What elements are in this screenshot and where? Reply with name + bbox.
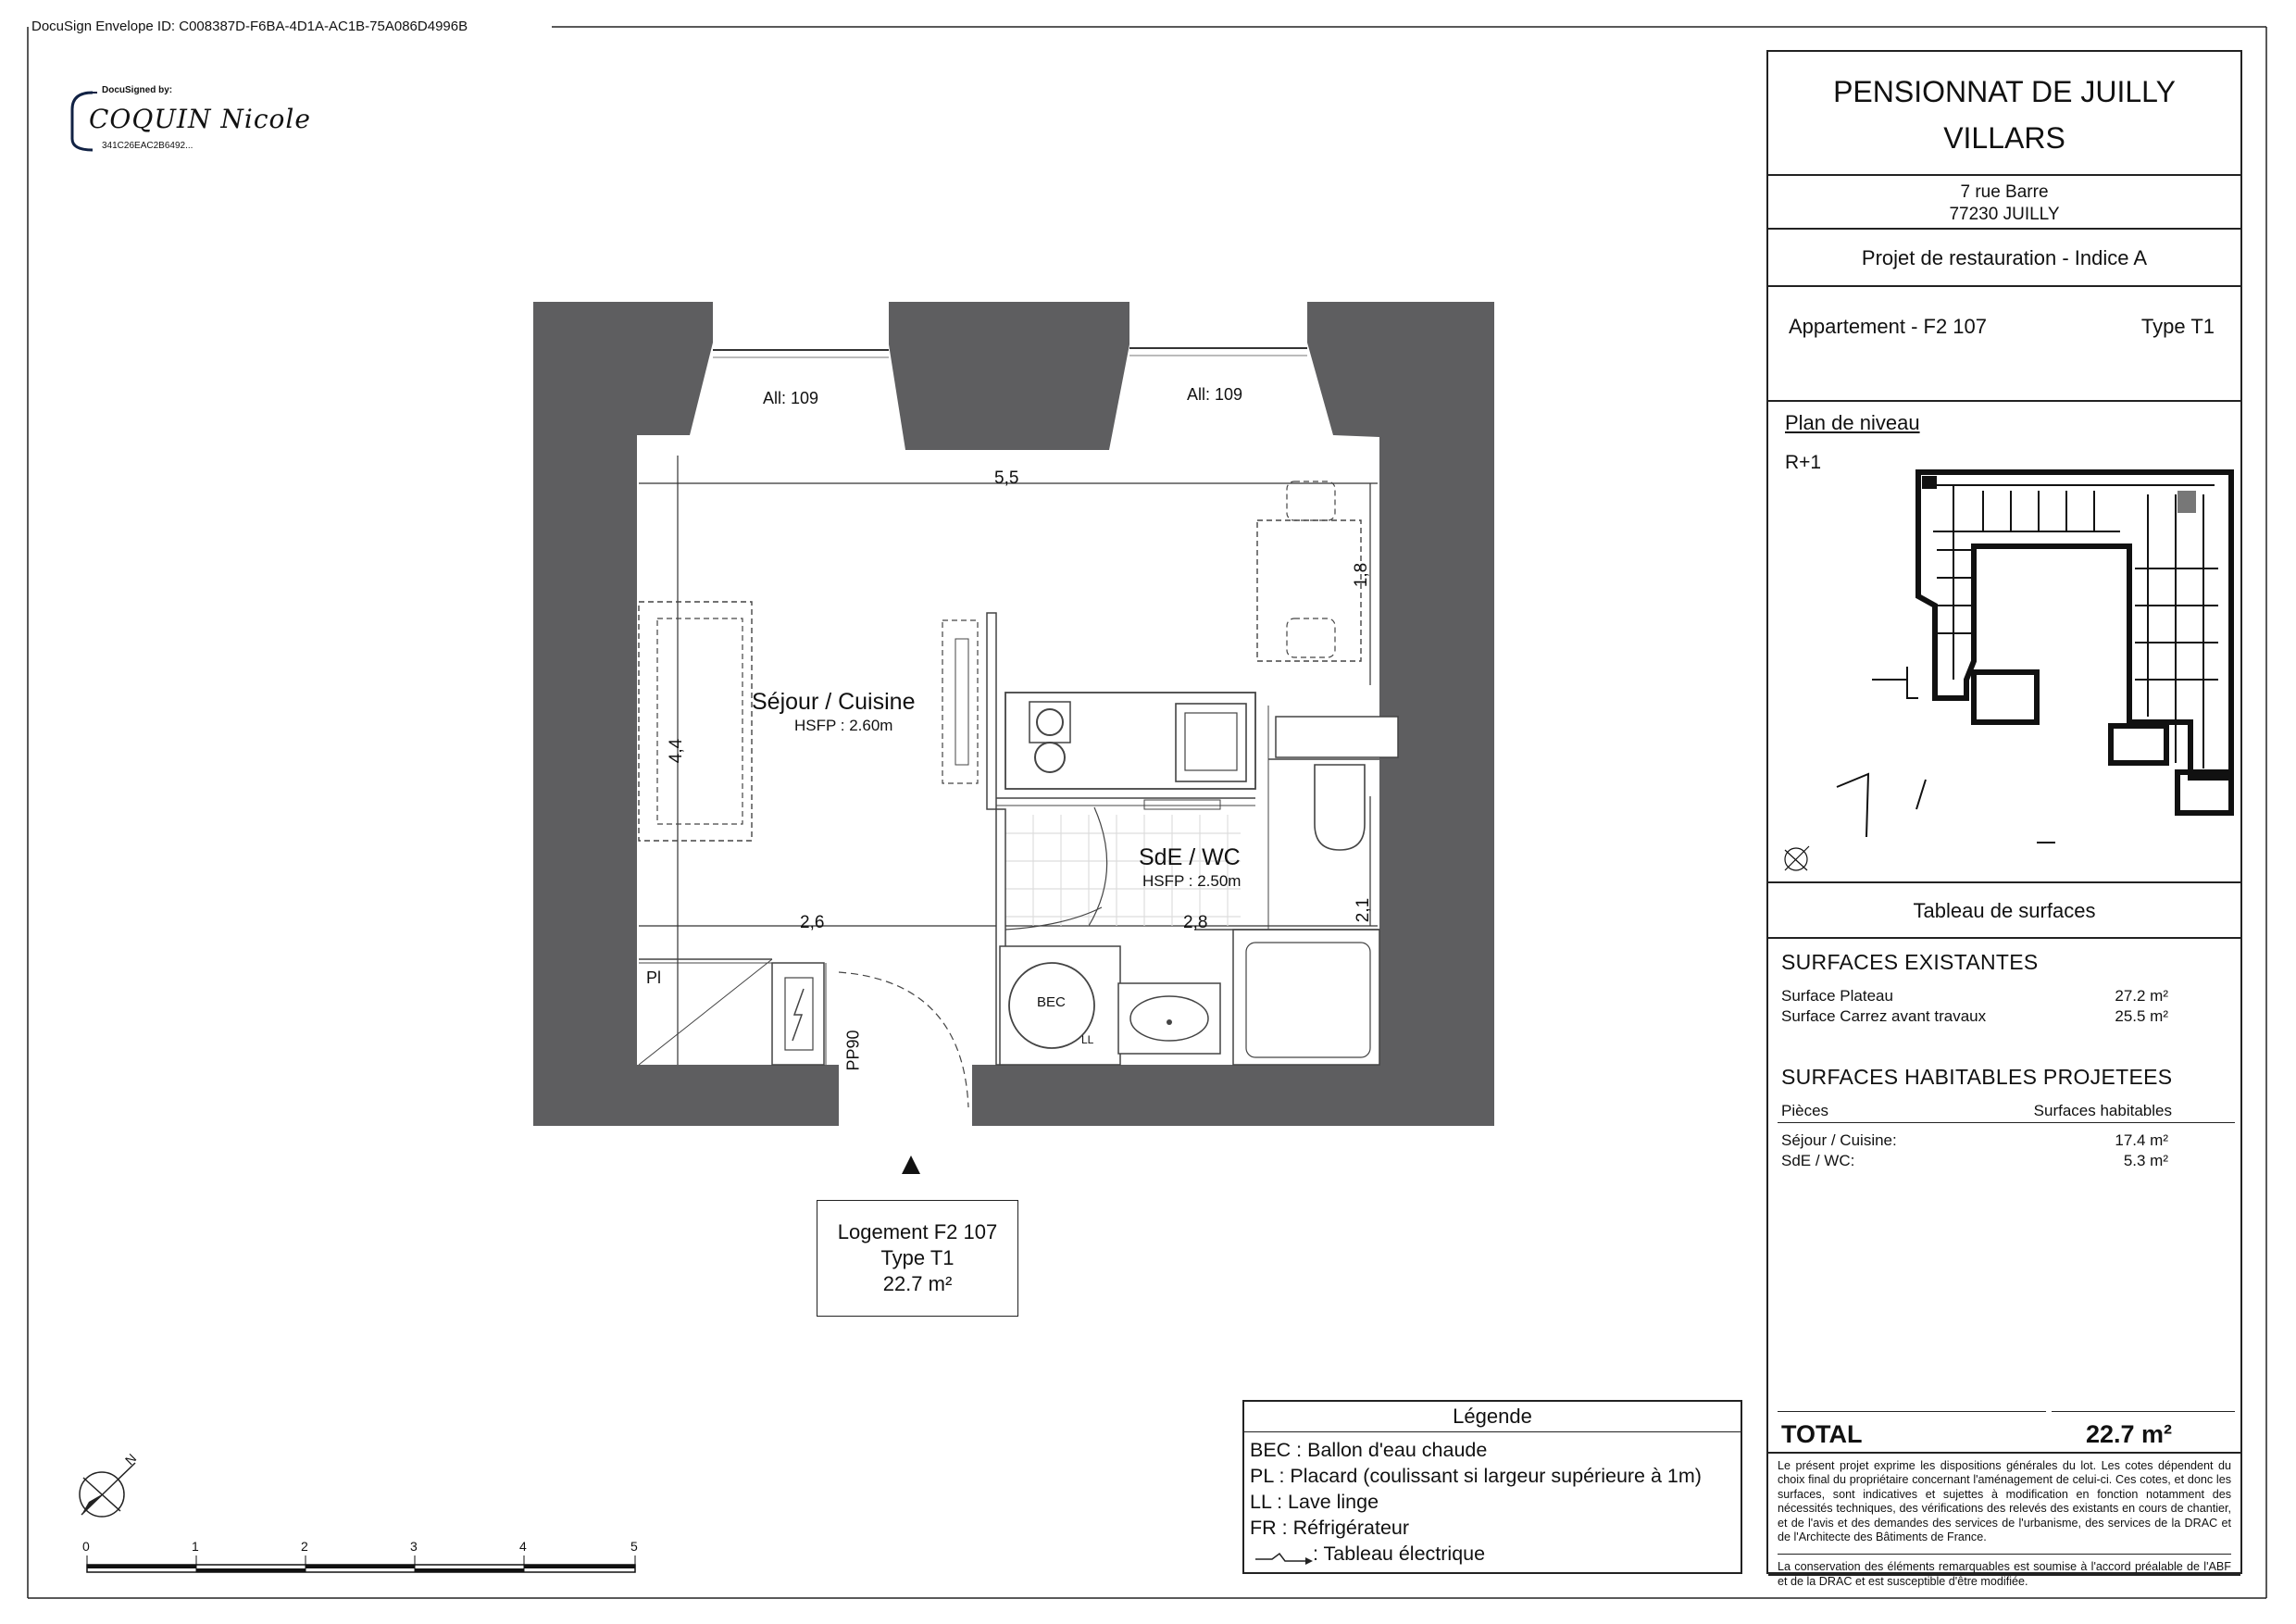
legend-box [1242, 1400, 1742, 1574]
logement-line3: 22.7 m² [882, 1272, 953, 1295]
dim-sde: 2,1 [1354, 897, 1374, 923]
scale-label-2: 2 [301, 1539, 308, 1554]
room-name-sde: SdE / WC [1139, 844, 1241, 870]
dim-width: 5,5 [994, 468, 1019, 488]
projected-label-1: Séjour / Cuisine: [1781, 1131, 1897, 1149]
existing-value-2: 25.5 m² [2115, 1007, 2168, 1025]
dim-table: 1,8 [1352, 562, 1372, 588]
note-disclaimer: Le présent projet exprime les dispositions générales du lot. Les cotes dépendent du choix final du propriétaire concernant l'aménagement de celui-ci. Ces cotes, et donc les surfaces, sont indicatives et sujettes à modification en fonction notamment des nécessités techniques, des vérifications des relevés des existants en cours de chantier, et de l'avis et des demandes des services de l'urbanisme, des services de la DRAC et de l'Architecte des Bâtiments de France. [1778, 1459, 2231, 1544]
tableau-heading: Tableau de surfaces [1768, 883, 2240, 939]
total-label: TOTAL [1781, 1420, 1863, 1448]
dim-left: 2,6 [800, 913, 825, 932]
address [1768, 176, 2240, 230]
address-line2: 77230 JUILLY [1949, 205, 2060, 224]
door-label: PP90 [843, 1030, 863, 1071]
apartment-row [1768, 287, 2240, 402]
note-conservation: La conservation des éléments remarquables est soumise à l'accord préalable de l'ABF et de la DRAC et est susceptible d'être modifiée. [1778, 1554, 2231, 1589]
existing-value-1: 27.2 m² [2115, 987, 2168, 1005]
legend-item-fr: FR : Réfrigérateur [1250, 1517, 1410, 1539]
legend-item-bec: BEC : Ballon d'eau chaude [1250, 1439, 1488, 1461]
existing-label-1: Surface Plateau [1781, 987, 1893, 1005]
dim-height: 4,4 [667, 738, 687, 764]
scale-label-3: 3 [410, 1539, 418, 1554]
projected-value-2: 5.3 m² [2123, 1152, 2168, 1169]
total-rule-left [1778, 1411, 2046, 1412]
signature-caption: DocuSigned by: [102, 85, 173, 95]
scale-label-0: 0 [82, 1539, 90, 1554]
legend-title: Légende [1244, 1402, 1741, 1432]
projected-label-2: SdE / WC: [1781, 1152, 1855, 1169]
legend-item-tableau: : Tableau électrique [1313, 1543, 1486, 1565]
existing-title: SURFACES EXISTANTES [1781, 950, 2039, 974]
address-line1: 7 rue Barre [1960, 182, 2049, 202]
plan-label: Plan de niveau [1785, 411, 1920, 434]
scale-label-4: 4 [519, 1539, 527, 1554]
room-name-sejour: Séjour / Cuisine [752, 689, 916, 715]
header-divider [1778, 1122, 2235, 1123]
room-hsfp-sejour: HSFP : 2.60m [794, 717, 893, 734]
title-line2: VILLARS [1943, 121, 2065, 155]
logement-line1: Logement F2 107 [837, 1220, 998, 1243]
electric-panel-icon [1254, 1546, 1315, 1568]
plan-de-niveau [1768, 402, 2240, 883]
apartment-label: Appartement - F2 107 [1789, 315, 1988, 338]
envelope-id: DocuSign Envelope ID: C008387D-F6BA-4D1A-AC1B-75A086D4996B [31, 19, 468, 34]
compass-north-label: N [121, 1450, 140, 1468]
signature-name: COQUIN Nicole [89, 104, 311, 134]
existing-label-2: Surface Carrez avant travaux [1781, 1007, 1987, 1025]
title-block [1766, 50, 2242, 1588]
apartment-type: Type T1 [2140, 315, 2215, 338]
window-label-2: All: 109 [1187, 385, 1243, 404]
notes [1768, 1452, 2240, 1588]
total-value: 22.7 m² [2085, 1420, 2172, 1448]
surfaces-header: Surfaces habitables [2033, 1102, 2172, 1119]
projected-title: SURFACES HABITABLES PROJETEES [1781, 1065, 2173, 1089]
key-plan [1768, 402, 2240, 883]
scale-bar [87, 1555, 635, 1572]
pieces-header: Pièces [1781, 1102, 1829, 1119]
project-line: Projet de restauration - Indice A [1768, 230, 2240, 287]
dim-right: 2,8 [1183, 913, 1208, 932]
window-label-1: All: 109 [763, 389, 819, 407]
logement-line2: Type T1 [880, 1246, 955, 1269]
title-line1: PENSIONNAT DE JUILLY [1833, 75, 2176, 108]
title-header [1768, 52, 2240, 176]
room-hsfp-sde: HSFP : 2.50m [1142, 872, 1242, 890]
compass-icon [80, 1463, 135, 1517]
projected-value-1: 17.4 m² [2115, 1131, 2168, 1149]
scale-label-5: 5 [630, 1539, 638, 1554]
placard-label: Pl [646, 968, 662, 987]
legend-item-pl: PL : Placard (coulissant si largeur supérieure à 1m) [1250, 1465, 1702, 1487]
legend-item-ll: LL : Lave linge [1250, 1491, 1379, 1513]
bec-label: BEC [1037, 994, 1066, 1010]
ll-label: LL [1081, 1033, 1094, 1046]
total-rule-right [2052, 1411, 2235, 1412]
level-label: R+1 [1785, 452, 1822, 473]
signature-id: 341C26EAC2B6492... [102, 141, 193, 151]
scale-label-1: 1 [192, 1539, 199, 1554]
